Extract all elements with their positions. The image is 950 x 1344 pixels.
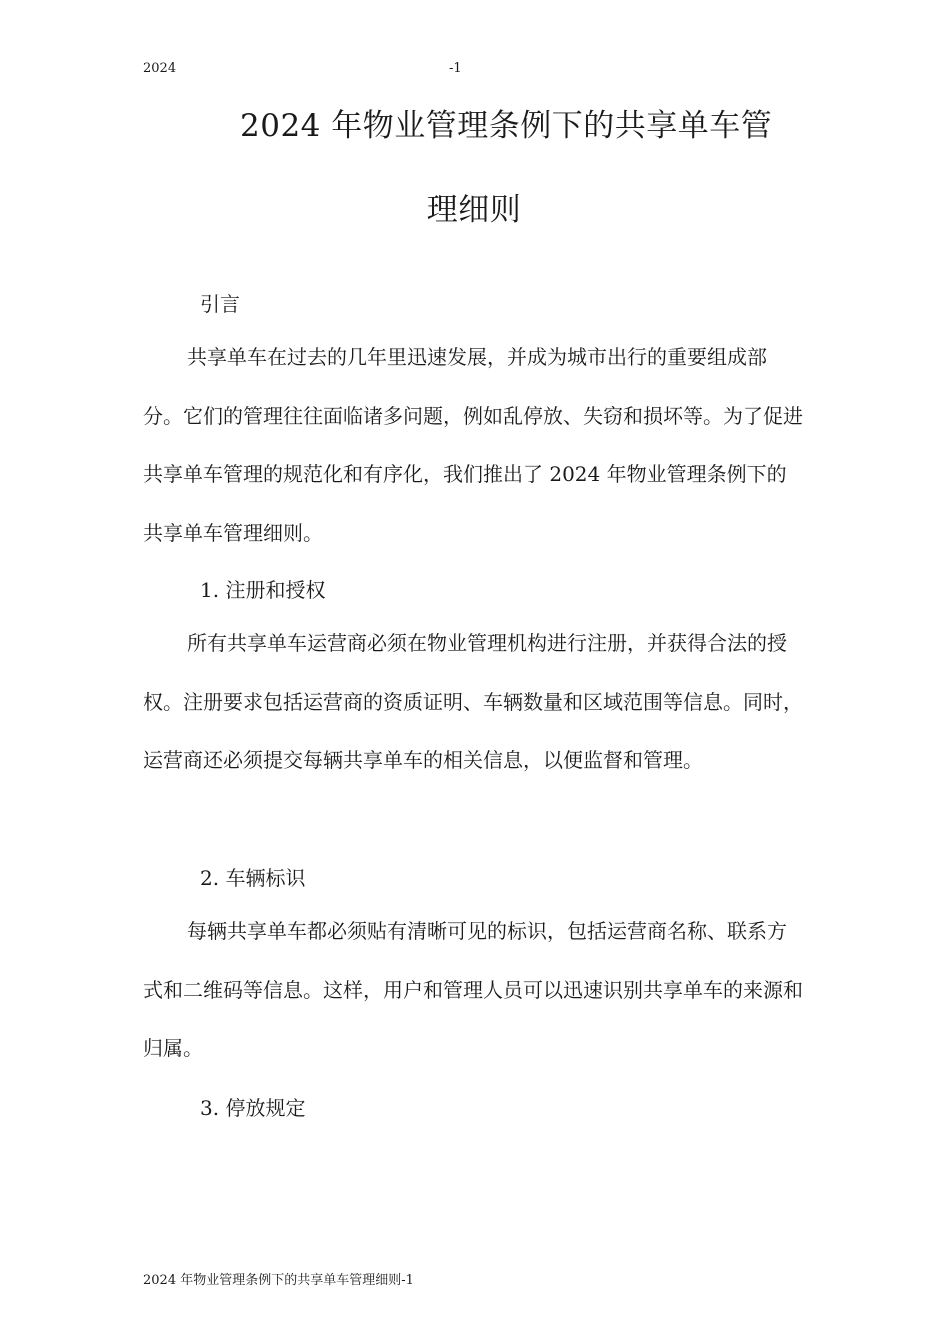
section-paragraph-vehicle-marking [143,902,805,1078]
section-paragraph-vehicle-marking-text: 每辆共享单车都必须贴有清晰可见的标识，包括运营商名称、联系方式和二维码等信息。这样，用户和管理人员可以迅速识别共享单车的来源和归属。 [143,919,803,1060]
page-header-number: -1 [449,61,462,76]
section-heading-parking: 3. 停放规定 [200,1096,306,1120]
page-header-year: 2024 [143,61,177,76]
document-title-line-2: 理细则 [426,192,522,228]
intro-paragraph [143,328,805,562]
intro-paragraph-text: 共享单车在过去的几年里迅速发展，并成为城市出行的重要组成部分。它们的管理往往面临诸多问题，例如乱停放、失窃和损坏等。为了促进共享单车管理的规范化和有序化，我们推出了 2024 年物业管理条例下的共享单车管理细则。 [143,345,803,545]
section-heading-vehicle-marking: 2. 车辆标识 [200,866,306,890]
section-paragraph-registration [143,614,805,790]
intro-heading: 引言 [200,292,240,316]
section-heading-registration: 1. 注册和授权 [200,578,326,602]
section-paragraph-registration-text: 所有共享单车运营商必须在物业管理机构进行注册，并获得合法的授权。注册要求包括运营商的资质证明、车辆数量和区域范围等信息。同时，运营商还必须提交每辆共享单车的相关信息，以便监督和管理。 [143,631,803,772]
page-footer: 2024 年物业管理条例下的共享单车管理细则-1 [143,1273,414,1288]
document-title-line-1: 2024 年物业管理条例下的共享单车管 [240,108,773,144]
